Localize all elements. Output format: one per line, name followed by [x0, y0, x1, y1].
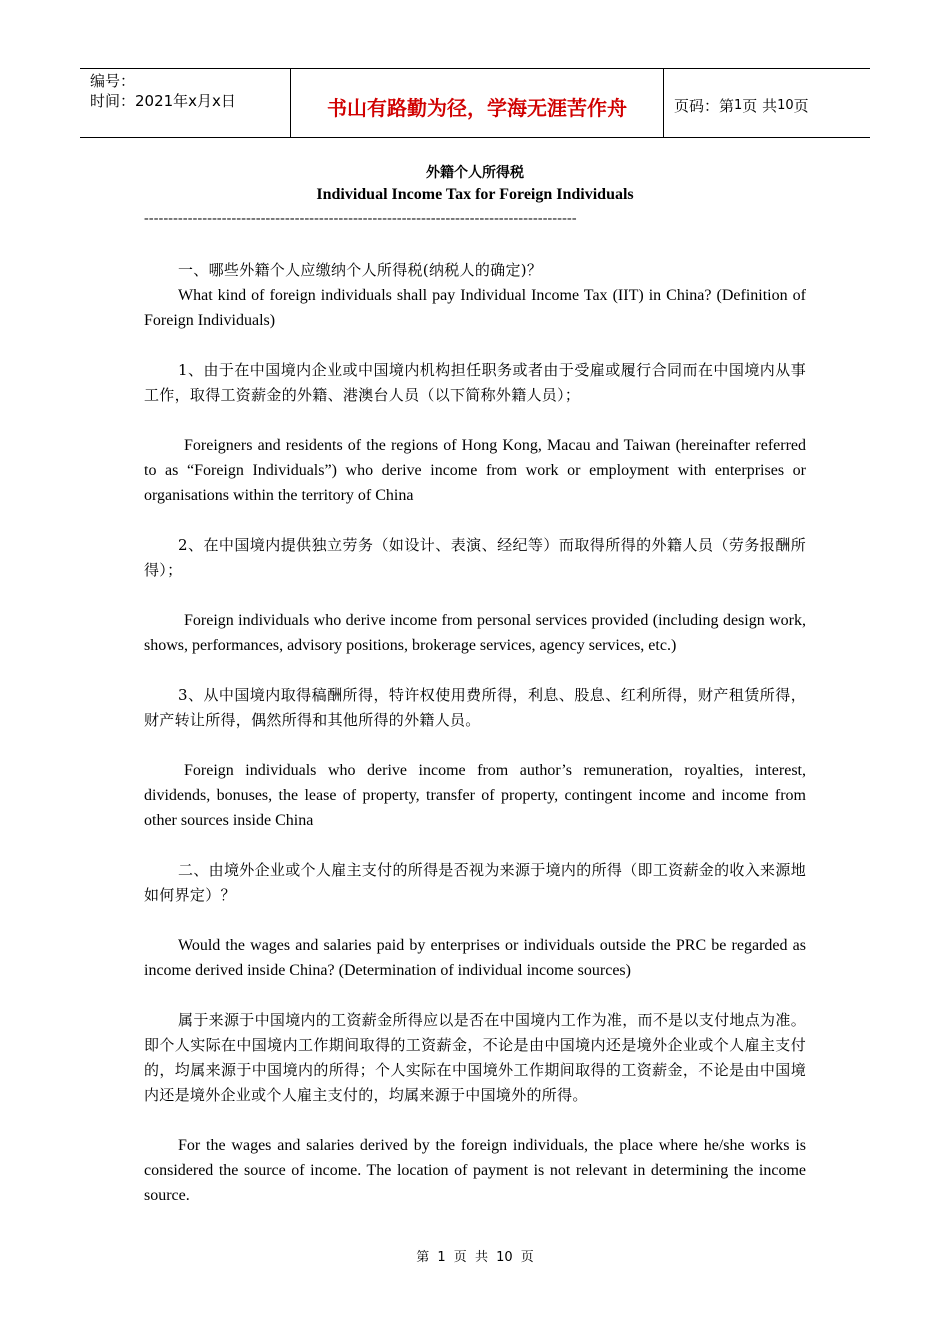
footer-label-d: 页: [520, 1250, 534, 1265]
answer-2-en: For the wages and salaries derived by the foreign individuals, the place where he/she works is considered the source of income. The location of payment is not relevant in determining the income source.: [144, 1137, 806, 1204]
page-label-prefix: 页码：第: [674, 96, 735, 115]
item-1-cn: 1、由于在中国境内企业或中国境内机构担任职务或者由于受雇或履行合同而在中国境内从事工作，取得工资薪金的外籍、港澳台人员（以下简称外籍人员）；: [144, 361, 806, 404]
title-chinese: 外籍个人所得税: [426, 165, 524, 181]
document-body: [144, 258, 806, 1208]
question-1-en: What kind of foreign individuals shall pay Individual Income Tax (IIT) in China? (Definition of Foreign Individuals): [144, 287, 806, 329]
question-2-en: Would the wages and salaries paid by enterprises or individuals outside the PRC be regarded as income derived inside China? (Determination of individual income sources): [144, 937, 806, 979]
item-3-en: Foreign individuals who derive income from author’s remuneration, royalties, interest, dividends, bonuses, the lease of property, transfer of property, contingent income and income from other sources inside China: [144, 762, 806, 829]
item-1-en: Foreigners and residents of the regions of Hong Kong, Macau and Taiwan (hereinafter referred to as “Foreign Individuals”) who derive income from work or employment with enterprises or organisations within the territory of China: [144, 437, 806, 504]
footer-label-b: 页: [453, 1250, 467, 1265]
footer-label-c: 共: [474, 1250, 488, 1265]
header-page-indicator: [664, 69, 870, 137]
item-2-cn: 2、在中国境内提供独立劳务（如设计、表演、经纪等）而取得所得的外籍人员（劳务报酬所得）；: [144, 536, 806, 579]
footer-label-a: 第: [416, 1250, 430, 1265]
header-motto: 书山有路勤为径，学海无涯苦作舟: [291, 69, 664, 137]
title-divider: -----------------------------------------------------------------------------------------: [144, 211, 577, 226]
item-2-en: Foreign individuals who derive income from personal services provided (including design work, shows, performances, advisory positions, brokerage services, agency services, etc.): [144, 612, 806, 654]
page-label-mid: 页 共: [742, 96, 778, 115]
page-footer: [0, 1246, 950, 1265]
header-table: [80, 68, 870, 138]
header-info-cell: [80, 69, 291, 137]
question-2-cn: 二、由境外企业或个人雇主支付的所得是否视为来源于境内的所得（即工资薪金的收入来源地如何界定）？: [144, 861, 806, 904]
footer-page-current: 1: [437, 1250, 446, 1265]
question-1-cn: 一、哪些外籍个人应缴纳个人所得税(纳税人的确定)？: [178, 261, 543, 279]
title-english: Individual Income Tax for Foreign Individuals: [316, 186, 634, 203]
document-number-label: 编号：: [90, 72, 136, 90]
page-total: 10: [777, 97, 794, 113]
footer-page-total: 10: [496, 1250, 513, 1265]
page-label-suffix: 页: [793, 96, 809, 115]
document-date-label: 时间：2021年x月x日: [90, 92, 236, 110]
page-current: 1: [734, 97, 743, 113]
item-3-cn: 3、从中国境内取得稿酬所得，特许权使用费所得，利息、股息、红利所得，财产租赁所得，财产转让所得，偶然所得和其他所得的外籍人员。: [144, 686, 806, 729]
answer-2-cn: 属于来源于中国境内的工资薪金所得应以是否在中国境内工作为准，而不是以支付地点为准。即个人实际在中国境内工作期间取得的工资薪金，不论是由中国境内还是境外企业或个人雇主支付的，均属来源于中国境内的所得；个人实际在中国境外工作期间取得的工资薪金，不论是由中国境内还是境外企业或个人雇主支付的，均属来源于中国境外的所得。: [144, 1011, 806, 1104]
